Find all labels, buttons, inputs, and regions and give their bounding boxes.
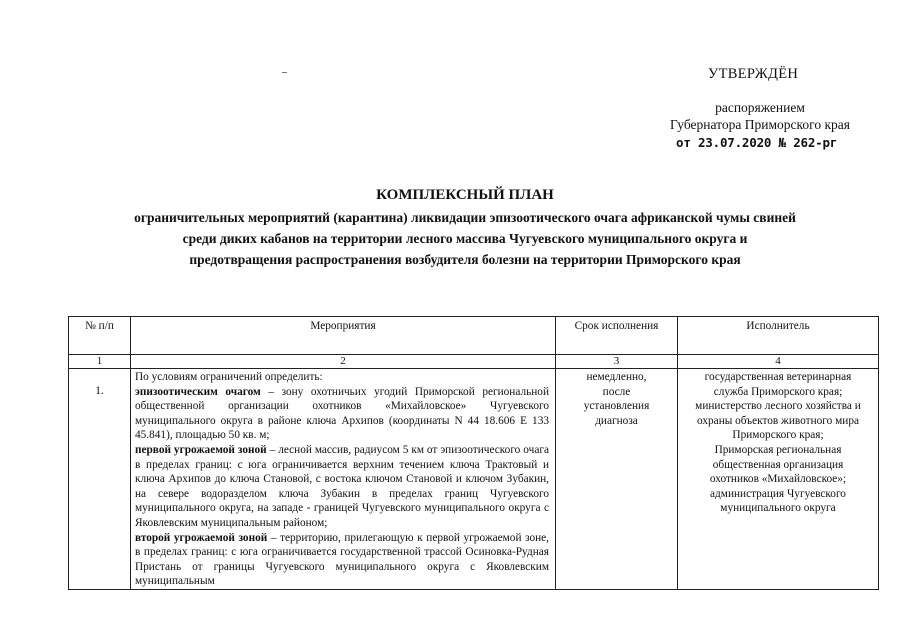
table-row [69, 369, 879, 590]
column-number: 2 [131, 355, 556, 369]
deadline-line: установления [583, 400, 650, 413]
column-number: 4 [678, 355, 879, 369]
executor-line: общественная организация [712, 458, 844, 471]
plan-table [68, 316, 879, 590]
term-epizootic-focus: эпизоотическим очагом [135, 385, 261, 398]
measures-paragraph [135, 531, 549, 589]
executor-line: администрация Чугуевского [710, 487, 846, 500]
deadline-line: диагноза [595, 414, 638, 427]
executor-line: служба Приморского края; [713, 385, 843, 398]
executor-line: Приморского края; [732, 429, 824, 442]
header-num: № п/п [69, 317, 131, 355]
column-number-row [69, 355, 879, 369]
measures-paragraph [135, 443, 549, 531]
measures-cell [131, 369, 556, 590]
header-deadline: Срок исполнения [556, 317, 678, 355]
deadline-line: после [602, 385, 631, 398]
row-number: 1. [95, 385, 104, 397]
document-title [60, 186, 870, 270]
column-number: 3 [556, 355, 678, 369]
scan-mark [282, 72, 287, 73]
column-number: 1 [69, 355, 131, 369]
title-line: среди диких кабанов на территории лесного массива Чугуевского муниципального округа и [182, 231, 748, 246]
decree-line: распоряжением [715, 100, 805, 115]
term-definition: – лесной массив, радиусом 5 км от эпизоотического очага в пределах границ: с юга ограничивается верхним течением ключа Трактовый и ключа Архипов до ключа Становой, с востока ключом Становой и ключом Зубакин, на севере водоразделом ключа Зубакин в пределах границ Чугуевского муниципального округа, на западе - границей Чугуевского муниципального округа с Яковлевским муниципальным районом; [135, 443, 549, 529]
executor-line: охотников «Михайловское»; [709, 473, 847, 486]
measures-paragraph [135, 385, 549, 443]
term-definition: – территорию, прилегающую к первой угрожаемой зоне, в пределах границ: с юга ограничивается государственной трассой Осиновка-Рудная Пристань от границы Чугуевского муниципального округа с Яковлевским муниципальным [135, 531, 550, 588]
term-definition: – зону охотничьих угодий Приморской региональной общественной организации охотников «Михайловское» Чугуевского муниципального округа в районе ключа Архипов (координаты N 44 18.606 E 133 45.841), площадью 50 кв. м; [135, 385, 549, 442]
header-measures: Мероприятия [131, 317, 556, 355]
executor-line: министерство лесного хозяйства и [695, 400, 861, 413]
title-line: ограничительных мероприятий (карантина) ликвидации эпизоотического очага африканской чумы свиней [134, 210, 796, 225]
table-header-row [69, 317, 879, 355]
executor-cell [678, 369, 879, 590]
decree-line: Губернатора Приморского края [670, 117, 850, 132]
term-first-zone: первой угрожаемой зоной [135, 443, 267, 456]
executor-line: охраны объектов животного мира [697, 414, 859, 427]
title-line: предотвращения распространения возбудителя болезни на территории Приморского края [189, 252, 741, 267]
deadline-line: немедленно, [586, 371, 647, 383]
approval-heading: УТВЕРЖДЁН [708, 66, 799, 82]
executor-line: муниципального округа [720, 502, 836, 515]
header-executor: Исполнитель [678, 317, 879, 355]
deadline-cell [556, 369, 678, 590]
measures-intro: По условиям ограничений определить: [135, 371, 323, 383]
executor-line: Приморская региональная [714, 443, 842, 456]
term-second-zone: второй угрожаемой зоной [135, 531, 268, 544]
row-number-cell [69, 369, 131, 590]
decree-reference [640, 99, 880, 133]
executor-line: государственная ветеринарная [704, 371, 852, 383]
decree-date-number: от 23.07.2020 № 262-рг [676, 135, 838, 150]
title-main: КОМПЛЕКСНЫЙ ПЛАН [376, 187, 554, 203]
